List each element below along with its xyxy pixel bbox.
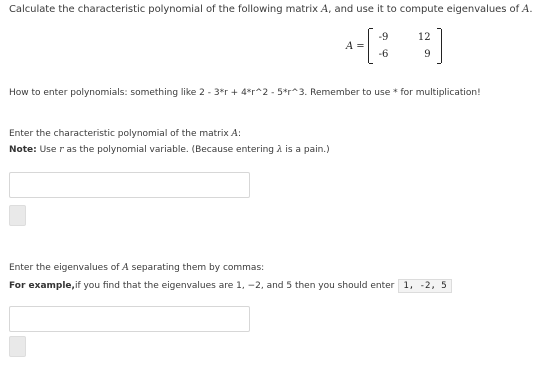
eigenvalues-answer-status-button[interactable] <box>9 336 26 357</box>
question-polynomial <box>9 129 241 139</box>
question-text: Enter the characteristic polynomial of the matrix <box>9 129 232 139</box>
note-text: is a pain.) <box>282 145 330 155</box>
question-eigenvalues <box>9 263 264 273</box>
note-text: Use <box>36 145 60 155</box>
matrix-variable: A <box>522 4 530 15</box>
lambda-symbol: λ <box>276 145 283 155</box>
problem-text-middle: , and use it to compute eigenvalues of <box>328 4 523 15</box>
matrix-variable: A <box>122 263 129 273</box>
eigenvalue-example <box>9 279 452 293</box>
problem-text-prefix: Calculate the characteristic polynomial of the following matrix <box>9 4 322 15</box>
matrix-cell: 12 <box>417 32 431 43</box>
example-text: if you find that the eigenvalues are 1, −2, and 5 then you should enter <box>74 281 395 291</box>
matrix-variable: A <box>231 129 239 139</box>
note-text: as the polynomial variable. (Because entering <box>63 145 277 155</box>
polynomial-instructions: How to enter polynomials: something like 2 - 3*r + 4*r^2 - 5*r^3. Remember to use * for multiplication! <box>9 88 481 98</box>
problem-statement <box>9 4 533 15</box>
matrix-variable: A <box>321 4 329 15</box>
note-label: Note: <box>9 145 37 155</box>
matrix-equation <box>346 28 442 64</box>
polynomial-answer-status-button[interactable] <box>9 205 26 226</box>
eigenvalues-answer-input[interactable] <box>9 306 250 332</box>
question-text-suffix: separating them by commas: <box>128 263 265 273</box>
matrix-name: A <box>346 40 354 52</box>
question-text: Enter the eigenvalues of <box>9 263 123 273</box>
matrix <box>368 29 442 63</box>
example-label: For example, <box>9 281 75 291</box>
question-text-suffix: : <box>238 129 242 139</box>
variable-note <box>9 145 330 155</box>
matrix-cell: -9 <box>378 32 389 43</box>
polynomial-variable: r <box>59 145 64 155</box>
problem-text-suffix: . <box>529 4 533 15</box>
equals-sign: = <box>356 40 365 52</box>
matrix-cell: 9 <box>424 49 431 60</box>
example-code: 1, -2, 5 <box>398 279 451 293</box>
polynomial-answer-input[interactable] <box>9 172 250 198</box>
matrix-cell: -6 <box>378 49 389 60</box>
